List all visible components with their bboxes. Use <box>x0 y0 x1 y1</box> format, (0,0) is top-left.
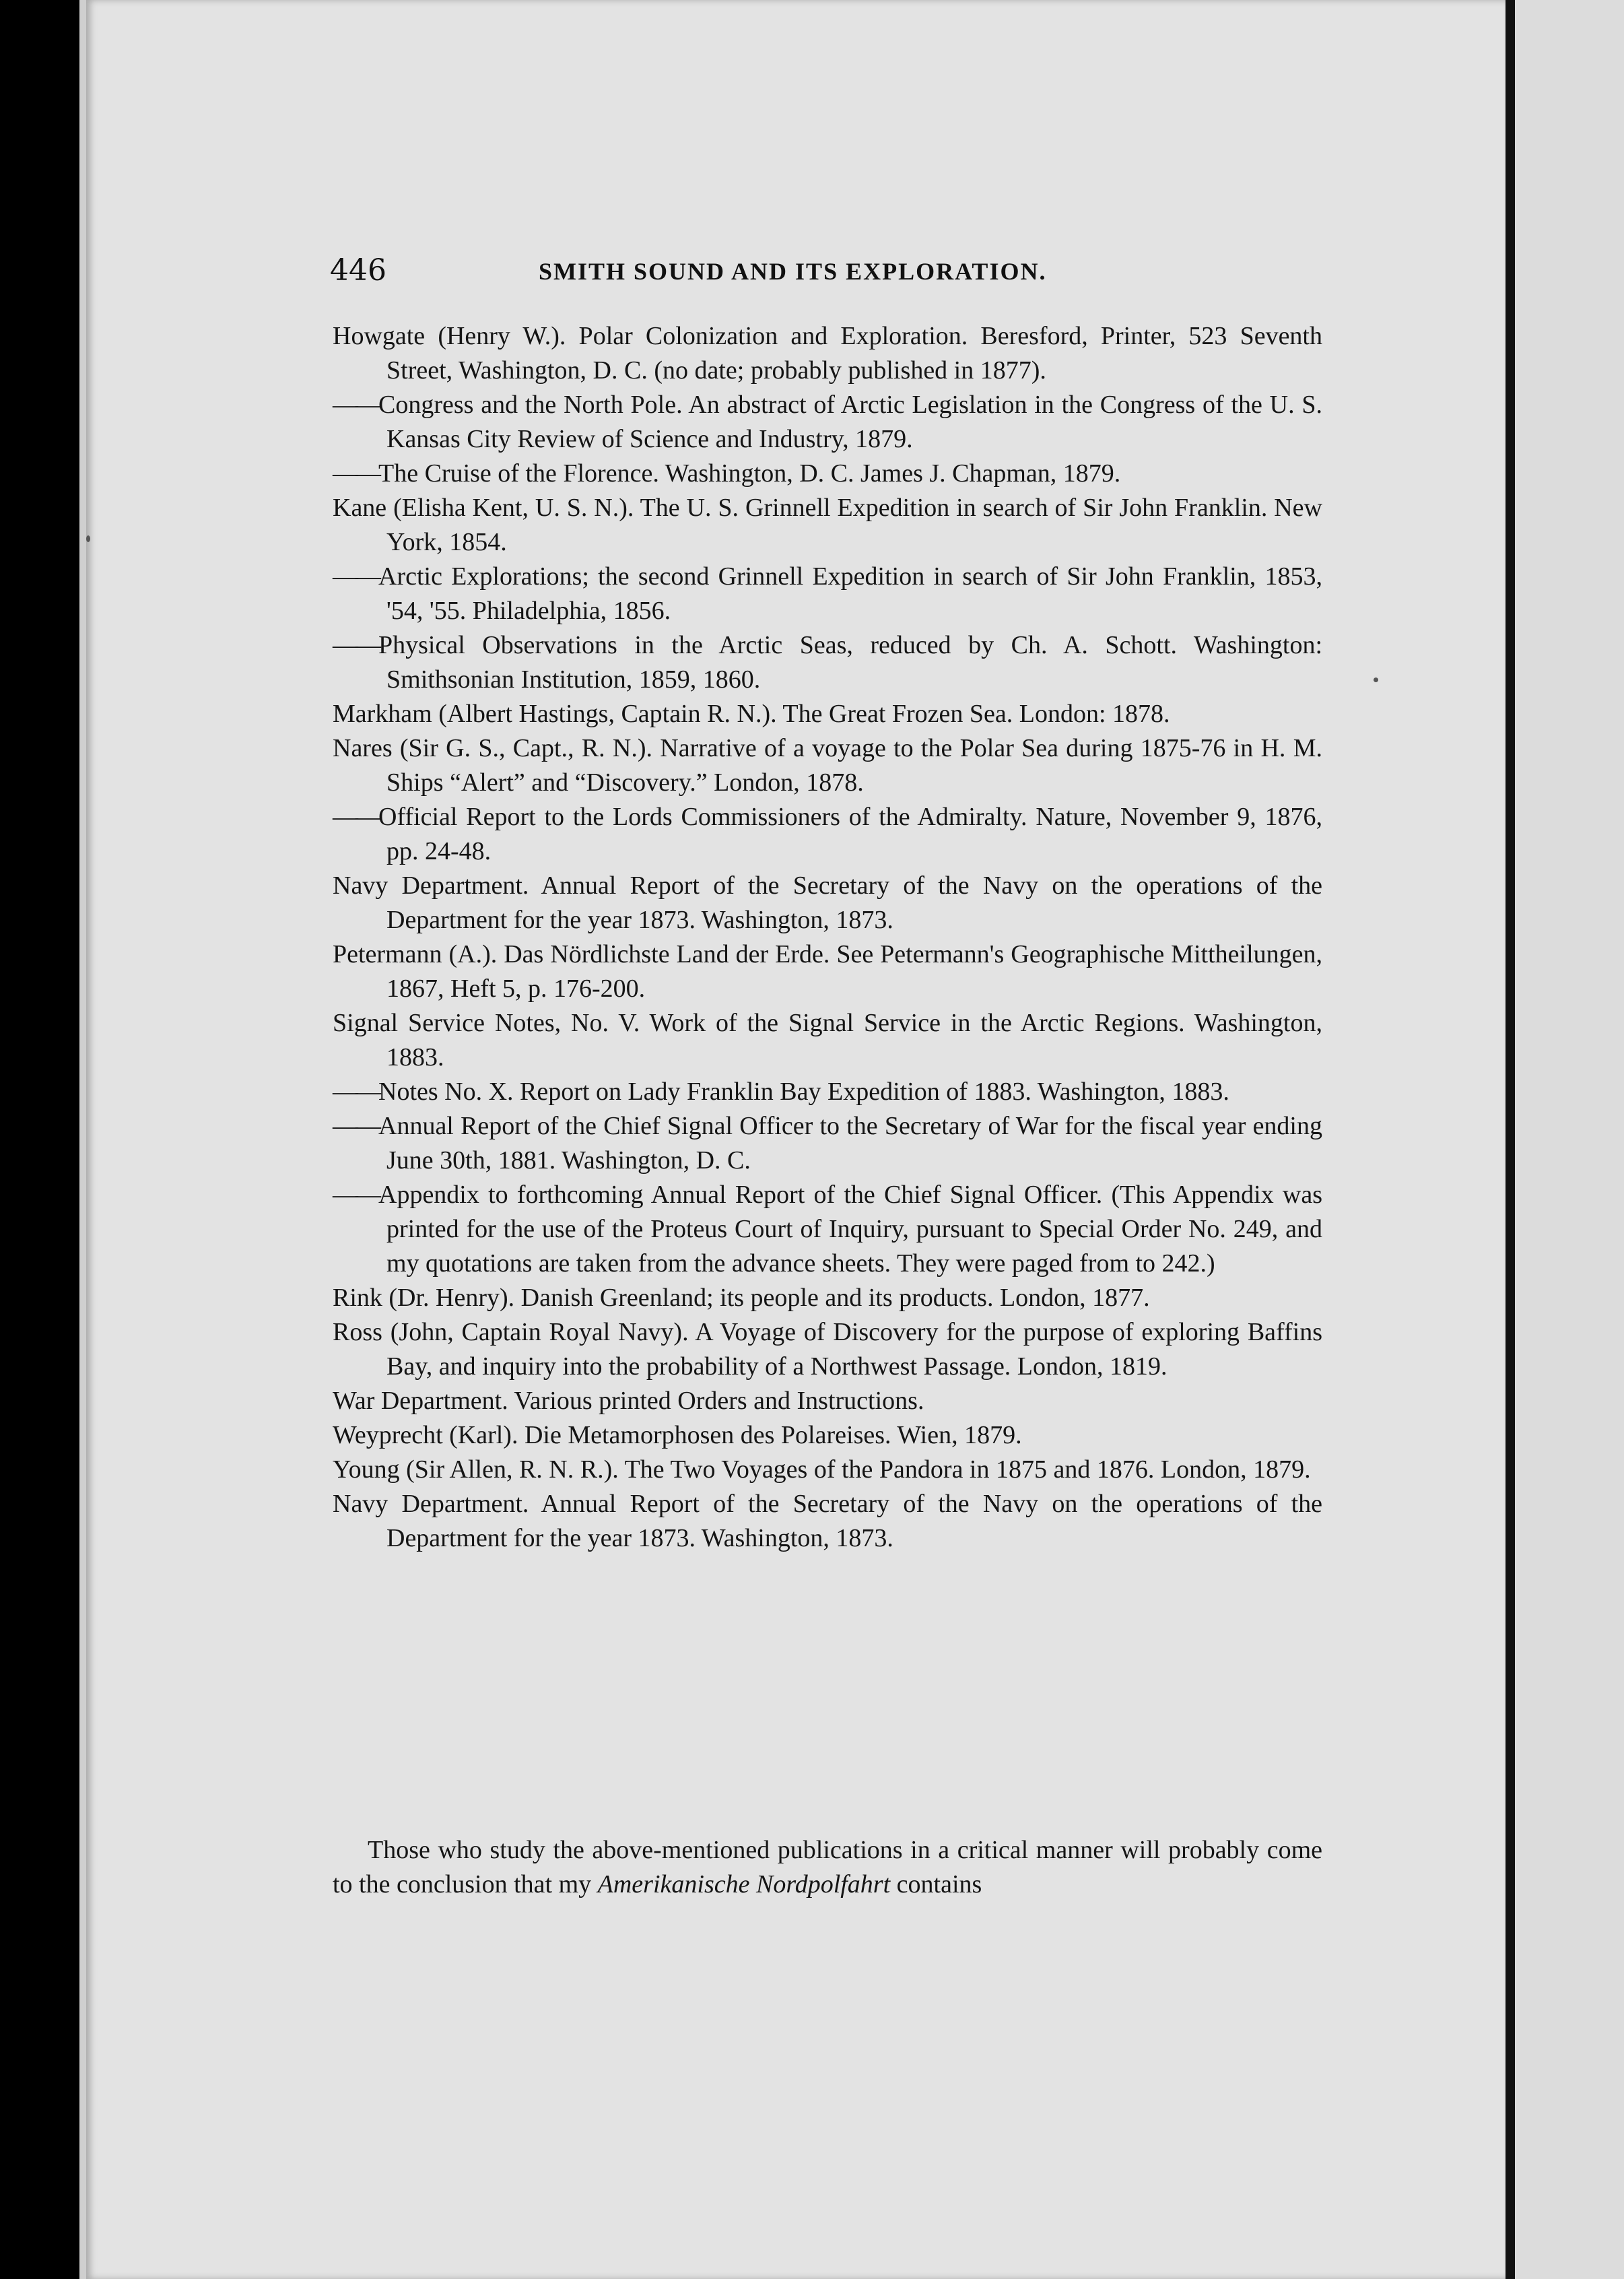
bibliography-entry: Kane (Elisha Kent, U. S. N.). The U. S. Grinnell Expedition in search of Sir John Franklin. New York, 1854. <box>333 494 1322 556</box>
bibliography-entry: Nares (Sir G. S., Capt., R. N.). Narrative of a voyage to the Polar Sea during 1875-76 in H. M. Ships “Alert” and “Discovery.” London, 1878. <box>333 734 1322 797</box>
next-page-edge <box>1505 0 1624 2279</box>
scan-speck <box>1374 678 1378 682</box>
bibliography-entry: Young (Sir Allen, R. N. R.). The Two Voyages of the Pandora in 1875 and 1876. London, 1879. <box>333 1455 1311 1484</box>
scan-speck <box>86 535 90 542</box>
bibliography-entry: Rink (Dr. Henry). Danish Greenland; its people and its products. London, 1877. <box>333 1284 1150 1312</box>
bibliography-entry: ——Arctic Explorations; the second Grinnell Expedition in search of Sir John Franklin, 1853, '54, '55. Philadelphia, 1856. <box>333 562 1322 625</box>
bibliography-entry: Signal Service Notes, No. V. Work of the Signal Service in the Arctic Regions. Washington, 1883. <box>333 1009 1322 1071</box>
page-number: 446 <box>330 253 386 288</box>
bibliography-entry: Weyprecht (Karl). Die Metamorphosen des Polareises. Wien, 1879. <box>333 1421 1022 1449</box>
bibliography-entry: ——Notes No. X. Report on Lady Franklin Bay Expedition of 1883. Washington, 1883. <box>333 1078 1229 1106</box>
bibliography-entry: Petermann (A.). Das Nördlichste Land der Erde. See Petermann's Geographische Mittheilungen, 1867, Heft 5, p. 176-200. <box>333 940 1322 1003</box>
bibliography-entry: ——Appendix to forthcoming Annual Report of the Chief Signal Officer. (This Appendix was printed for the use of the Proteus Court of Inquiry, pursuant to Special Order No. 249, and my quotations are taken from the advance sheets. They were paged from to 242.) <box>333 1181 1322 1278</box>
bibliography-entry: War Department. Various printed Orders and Instructions. <box>333 1387 924 1415</box>
bibliography-entry: ——Congress and the North Pole. An abstract of Arctic Legislation in the Congress of the U. S. Kansas City Review of Science and Industry, 1879. <box>333 391 1322 453</box>
bibliography-entry: ——Annual Report of the Chief Signal Officer to the Secretary of War for the fiscal year ending June 30th, 1881. Washington, D. C. <box>333 1112 1322 1175</box>
bibliography-entry: Markham (Albert Hastings, Captain R. N.). The Great Frozen Sea. London: 1878. <box>333 700 1170 728</box>
bibliography-entry: ——Physical Observations in the Arctic Seas, reduced by Ch. A. Schott. Washington: Smithsonian Institution, 1859, 1860. <box>333 631 1322 694</box>
page-header <box>330 251 1324 291</box>
bibliography-entry: ——The Cruise of the Florence. Washington, D. C. James J. Chapman, 1879. <box>333 459 1121 488</box>
bibliography-entry: Ross (John, Captain Royal Navy). A Voyage of Discovery for the purpose of exploring Baffins Bay, and inquiry into the probability of a Northwest Passage. London, 1819. <box>333 1318 1322 1381</box>
book-title: Amerikanische Nordpolfahrt <box>597 1870 891 1898</box>
bibliography-list <box>333 319 1322 1556</box>
running-head: SMITH SOUND AND ITS EXPLORATION. <box>539 258 1047 285</box>
closing-paragraph: Those who study the above-mentioned publications in a critical manner will probably come to the conclusion that my Amerikanische Nordpolfahrt contains <box>333 1836 1322 1898</box>
bibliography-entry: Navy Department. Annual Report of the Secretary of the Navy on the operations of the Department for the year 1873. Washington, 1873. <box>333 871 1322 934</box>
bibliography-entry: Howgate (Henry W.). Polar Colonization and Exploration. Beresford, Printer, 523 Seventh Street, Washington, D. C. (no date; probably published in 1877). <box>333 322 1322 385</box>
bibliography-entry: ——Official Report to the Lords Commissioners of the Admiralty. Nature, November 9, 1876, pp. 24-48. <box>333 803 1322 865</box>
bibliography-entry: Navy Department. Annual Report of the Secretary of the Navy on the operations of the Department for the year 1873. Washington, 1873. <box>333 1490 1322 1552</box>
